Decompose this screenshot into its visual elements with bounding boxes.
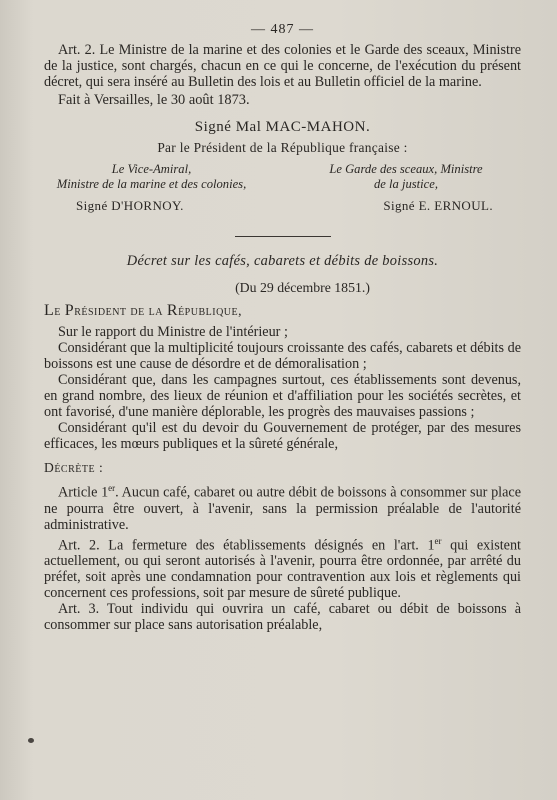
article-2-paragraph: Art. 2. Le Ministre de la marine et des colonies et le Garde des sceaux, Ministre de la justice, sont chargés, chacun en ce qui le concerne, de l'exécution du présent décret, qui sera inséré au Bulletin des lois et au Bulletin officiel de la marine. — [44, 42, 521, 90]
signatory-right-title-line-2: de la justice, — [373, 177, 438, 191]
decree-recital-3: Considérant que, dans les campagnes surtout, ces établissements sont devenus, en grand nombre, des lieux de réunion et d'affiliation pour les sociétés secrètes, et ont favorisé, d'une manière déplorable, les progrès des mauvaises passions ; — [44, 372, 521, 420]
decree-article-1: Article 1er. Aucun café, cabaret ou autre débit de boissons à consommer sur place ne pourra être ouvert, à l'avenir, sans la permission préalable de l'autorité administrative. — [44, 483, 521, 533]
signatory-right-title — [291, 162, 521, 192]
president-heading: Le Président de la République, — [44, 302, 243, 319]
signatory-titles — [44, 162, 521, 192]
signatory-left-title-line-2: Ministre de la marine et des colonies, — [56, 177, 247, 191]
by-president-line: Par le Président de la République française : — [157, 140, 408, 155]
signatory-left-name: Signé D'HORNOY. — [76, 198, 184, 213]
signatory-right-title-line-1: Le Garde des sceaux, Ministre — [329, 162, 483, 176]
signatory-left-title — [44, 162, 259, 192]
signatory-names — [44, 198, 521, 214]
signatory-left-title-line-1: Le Vice-Amiral, — [111, 162, 192, 176]
decree-date: (Du 29 décembre 1851.) — [235, 280, 370, 295]
page-number: — 487 — — [251, 22, 314, 37]
decree-title: Décret sur les cafés, cabarets et débits de boissons. — [126, 253, 439, 269]
decree-recital-4: Considérant qu'il est du devoir du Gouvernement de protéger, par des mesures efficaces, les mœurs publiques et la sûreté générale, — [44, 420, 521, 452]
decrete-heading: Décrète : — [44, 460, 104, 475]
decree-article-2: Art. 2. La fermeture des établissements désignés en l'art. 1er qui existent actuellement, ou qui seront autorisés à l'avenir, pourra être ordonnée, par arrêté du préfet, soit après une condamnation pour contravention aux lois et règlements qui concernent ces professions, soit par mesure de sûreté publique. — [44, 535, 521, 602]
ink-spot — [28, 738, 34, 743]
section-divider — [235, 236, 331, 237]
decree-recital-2: Considérant que la multiplicité toujours croissante des cafés, cabarets et débits de boissons est une cause de désordre et de démoralisation ; — [44, 340, 521, 372]
decree-recital-1: Sur le rapport du Ministre de l'intérieur ; — [58, 324, 288, 340]
fait-a-versailles-line: Fait à Versailles, le 30 août 1873. — [58, 92, 250, 108]
signed-mac-mahon: Signé Mal MAC-MAHON. — [194, 119, 371, 135]
decree-article-3: Art. 3. Tout individu qui ouvrira un café, cabaret ou débit de boissons à consommer sur place sans autorisation préalable, — [44, 601, 521, 634]
signatory-right-name: Signé E. ERNOUL. — [383, 198, 493, 213]
